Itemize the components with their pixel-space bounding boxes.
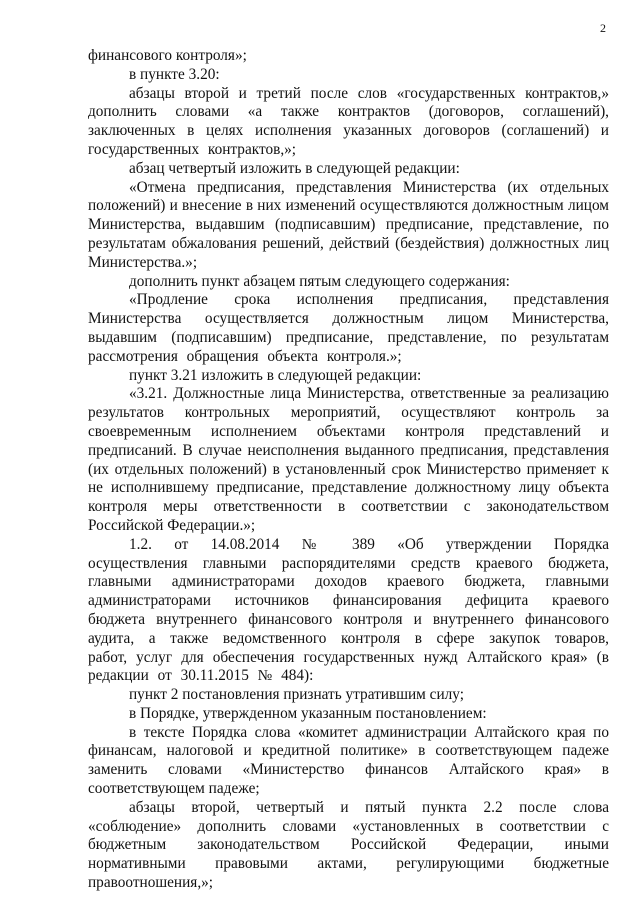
paragraph: пункт 3.21 изложить в следующей редакции: <box>129 366 422 384</box>
paragraph: абзацы второй, четвертый и пятый пункта 2.2 после слова «соблюдение» дополнить словами «установленных в соответствии с бюджетным законодательством Российской Федерации, иными нормативными правовыми актами, регулирующими бюджетные правоотношения,»; <box>88 798 609 892</box>
paragraph: 1.2. от 14.08.2014 № 389 «Об утверждении Порядка осуществления главными распорядителями средств краевого бюджета, главными администраторами доходов краевого бюджета, главными администраторами источников финансирования дефицита краевого бюджета внутреннего финансового контроля и внутреннего финансового аудита, а также ведомственного контроля в сфере закупок товаров, работ, услуг для обеспечения государственных нужд Алтайского края» (в редакции от 30.11.2015 № 484): <box>88 535 609 685</box>
paragraph: в Порядке, утвержденном указанным постановлением: <box>129 704 487 722</box>
paragraph: финансового контроля»; <box>88 47 247 64</box>
paragraph: в тексте Порядка слова «комитет администрации Алтайского края по финансам, налоговой и кредитной политике» в соответствующем падеже заменить словами «Министерство финансов Алтайского края» в соответствующем падеже; <box>88 723 609 798</box>
document-body <box>88 47 609 893</box>
paragraph: «3.21. Должностные лица Министерства, ответственные за реализацию результатов контрольных мероприятий, осуществляют контроль за своевременным исполнением объектами контроля представлений и предписаний. В случае неисполнения выданного предписания, представления (их отдельных положений) в установленный срок Министерство применяет к не исполнившему предписание, представление должностному лицу объекта контроля меры ответственности в соответствии с законодательством Российской Федерации.»; <box>88 385 609 534</box>
paragraph: «Продление срока исполнения предписания, представления Министерства осуществляется должностным лицом Министерства, выдавшим (подписавшим) предписание, представление, по результатам рассмотрения обращения объекта контроля.»; <box>88 291 609 365</box>
paragraph: «Отмена предписания, представления Министерства (их отдельных положений) и внесение в них изменений осуществляются должностным лицом Министерства, выдавшим (подписавшим) предписание, представление, по результатам обжалования решений, действий (бездействия) должностных лиц Министерства.»; <box>88 178 609 271</box>
paragraph: абзацы второй и третий после слов «государственных контрактов,» дополнить словами «а также контрактов (договоров, соглашений), заключенных в целях исполнения указанных договоров (соглашений) и государственных контрактов,»; <box>88 84 609 158</box>
paragraph: дополнить пункт абзацем пятым следующего содержания: <box>129 272 510 290</box>
paragraph: абзац четвертый изложить в следующей редакции: <box>129 159 460 177</box>
paragraph: в пункте 3.20: <box>129 65 220 83</box>
paragraph: пункт 2 постановления признать утратившим силу; <box>129 686 464 704</box>
page-number: 2 <box>600 21 606 35</box>
